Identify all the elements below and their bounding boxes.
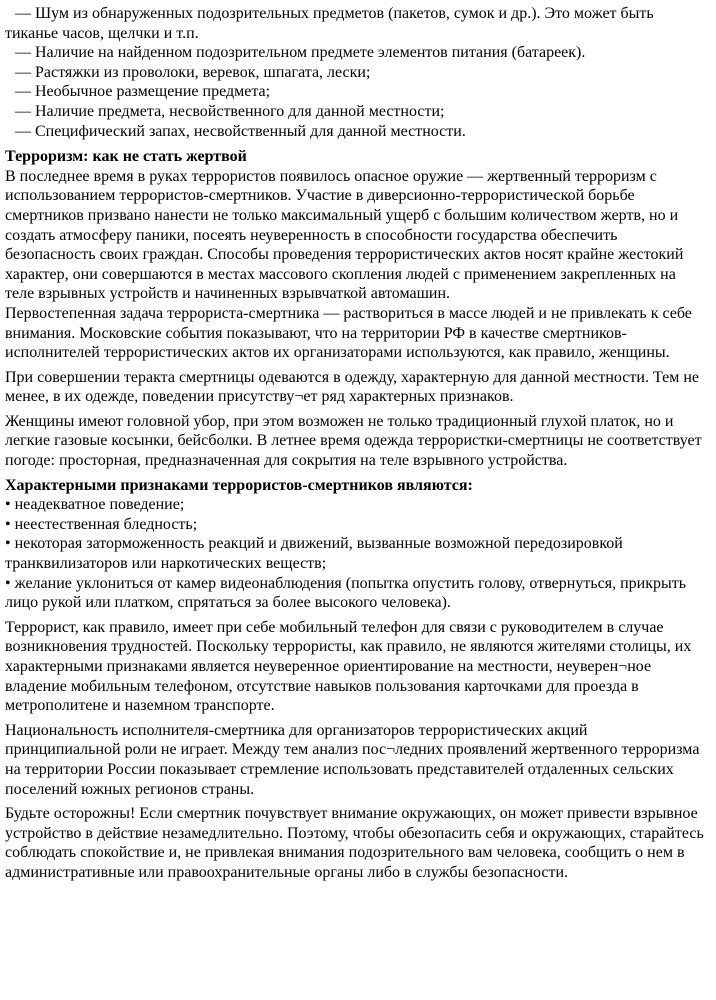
bullet-inadequate-behavior: • неадекватное поведение; [5,496,185,514]
list-item-noise: — Шум из обнаруженных подозрительных предметов (пакетов, сумок и др.). Это может быть тиканье часов, щелчки и т.п. [5,5,654,42]
paragraph-clothing: Женщины имеют головной убор, при этом возможен не только традиционный глухой платок, но и легкие газовые косынки, бейсболки. В летнее время одежда террористки-смертницы не соответствует погоде: просторная, предназначенная для сокрытия на теле взрывного устройства. [5,412,702,470]
suspicious-object-indicators-list [5,4,705,141]
paragraph-nationality: Национальность исполнителя-смертника для организаторов террористических акций принципиальной роли не играет. Между тем анализ пос¬ледних проявлений жертвенного терроризма на территории России показывает стремление использовать представителей отдаленных сельских поселений южных регионов страны. [5,721,700,798]
bullet-avoiding-cameras: • желание уклониться от камер видеонаблюдения (попытка опустить голову, отвернуться, прикрыть лицо рукой или платком, спрятаться за более высокого человека). [5,574,687,612]
paragraph-be-careful-warning: Будьте осторожны! Если смертник почувствует внимание окружающих, он может привести взрывное устройство в действие незамедлительно. Поэтому, чтобы обезопасить себя и окружающих, старайтесь соблюдать спокойствие и, не привлекая внимания подозрительного вам человека, сообщить о нем в административные или правоохранительные органы либо в службы безопасности. [5,805,704,881]
paragraph-mobile-phone: Террорист, как правило, имеет при себе мобильный телефон для связи с руководителем в случае возникновения трудностей. Поскольку террористы, как правило, не являются жителями столицы, их характерными признаками является неуверенное ориентирование на местности, неуверен¬ное владение мобильным телефоном, отсутствие навыков пользования карточками для проезда в метрополитене и наземном транспорте. [5,618,692,715]
terrorism-section-heading: Терроризм: как не стать жертвой [5,148,247,166]
suicide-bomber-signs-list [5,495,705,613]
bullet-unnatural-paleness: • неестественная бледность; [5,515,198,533]
list-item-specific-smell: — Специфический запах, несвойственный для данной местности. [15,122,466,140]
paragraph-primary-task: Первостепенная задача террориста-смертника — раствориться в массе людей и не привлекать к себе внимания. Московские события показывают, что на территории РФ в качестве смертников-исполнителей террористических актов их организаторами используются, как правило, женщины. [5,304,692,362]
signs-section-heading: Характерными признаками террористов-смертников являются: [5,476,473,494]
list-item-tripwires: — Растяжки из проволоки, веревок, шпагата, лески; [15,63,371,81]
list-item-batteries: — Наличие на найденном подозрительном предмете элементов питания (батареек). [15,44,586,62]
list-item-unusual-placement: — Необычное размещение предмета; [15,83,271,101]
paragraph-disguise: При совершении теракта смертницы одеваются в одежду, характерную для данной местности. Тем не менее, в их одежде, поведении присутству¬ет ряд характерных признаков. [5,368,699,406]
bullet-slowed-reactions: • некоторая заторможенность реакций и движений, вызванные возможной передозировкой транквилизаторов или наркотических веществ; [5,535,623,573]
list-item-uncharacteristic-object: — Наличие предмета, несвойственного для данной местности; [15,102,445,120]
paragraph-terrorism-intro: В последнее время в руках террористов появилось опасное оружие — жертвенный терроризм с использованием террористов-смертников. Участие в диверсионно-террористической борьбе смертников призвано нанести не только максимальный ущерб с большим количеством жертв, но и создать атмосферу паники, посеять неуверенность в способности государства обеспечить безопасность своих граждан. Способы проведения террористических актов носят крайне жестокий характер, они совершаются в местах массового скопления людей с применением закрепленных на теле взрывных устройств и начиненных взрывчаткой автомашин. [5,167,684,303]
